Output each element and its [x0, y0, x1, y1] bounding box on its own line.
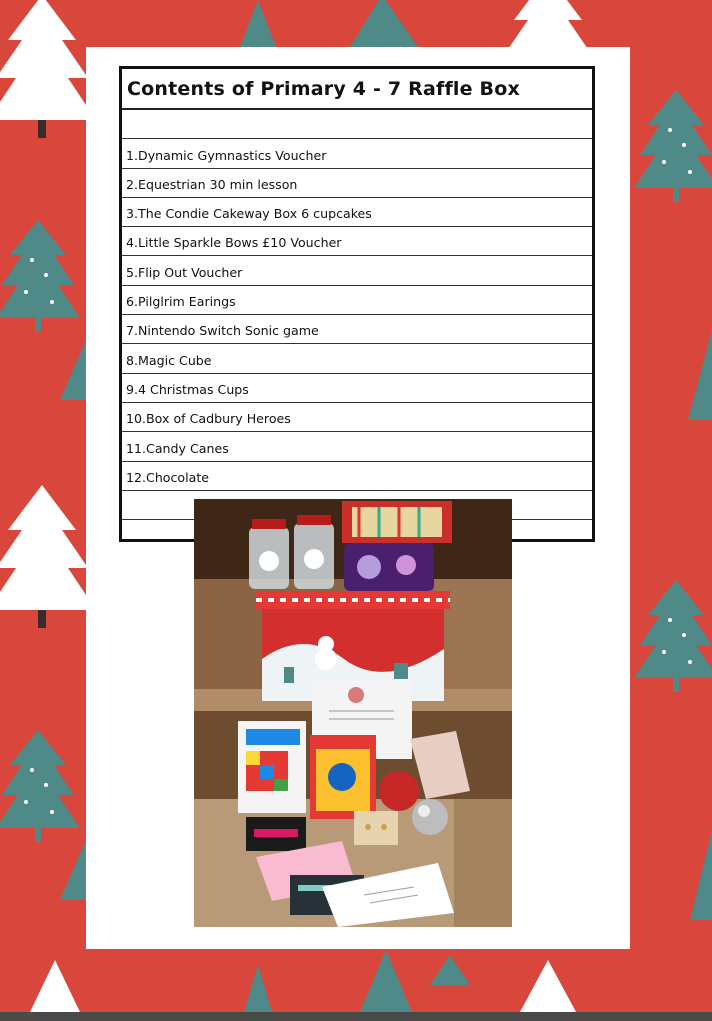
item-text: 6.Pilglrim Earings: [126, 294, 236, 310]
item-text: 8.Magic Cube: [126, 352, 212, 368]
table-row: [122, 374, 592, 403]
item-text: 11.Candy Canes: [126, 440, 229, 456]
item-text: 1.Dynamic Gymnastics Voucher: [126, 147, 327, 163]
table-row: [122, 139, 592, 168]
table-row: [122, 110, 592, 139]
item-text: 3.The Condie Cakeway Box 6 cupcakes: [126, 206, 372, 222]
item-text: 12.Chocolate: [126, 469, 210, 485]
item-text: 7.Nintendo Switch Sonic game: [126, 323, 319, 339]
table-row: [122, 403, 592, 432]
table-row: [122, 169, 592, 198]
item-text: 4.Little Sparkle Bows £10 Voucher: [126, 235, 342, 251]
white-tree-icon: [0, 0, 96, 138]
raffle-contents-table: [119, 66, 595, 542]
table-header: [122, 69, 592, 110]
item-text: 2.Equestrian 30 min lesson: [126, 176, 298, 192]
item-text: 9.4 Christmas Cups: [126, 381, 249, 397]
item-text: 5.Flip Out Voucher: [126, 264, 243, 280]
table-row: [122, 256, 592, 285]
raffle-box-photo: [194, 499, 512, 927]
item-text: 10.Box of Cadbury Heroes: [126, 411, 291, 427]
table-row: [122, 344, 592, 373]
table-row: [122, 198, 592, 227]
teal-tree-icon: [0, 220, 80, 332]
table-row: [122, 432, 592, 461]
table-row: [122, 286, 592, 315]
table-row: [122, 315, 592, 344]
table-row: [122, 462, 592, 491]
table-row: [122, 227, 592, 256]
bottom-bar: [0, 1012, 712, 1021]
document-title: Contents of Primary 4 - 7 Raffle Box: [127, 77, 520, 100]
